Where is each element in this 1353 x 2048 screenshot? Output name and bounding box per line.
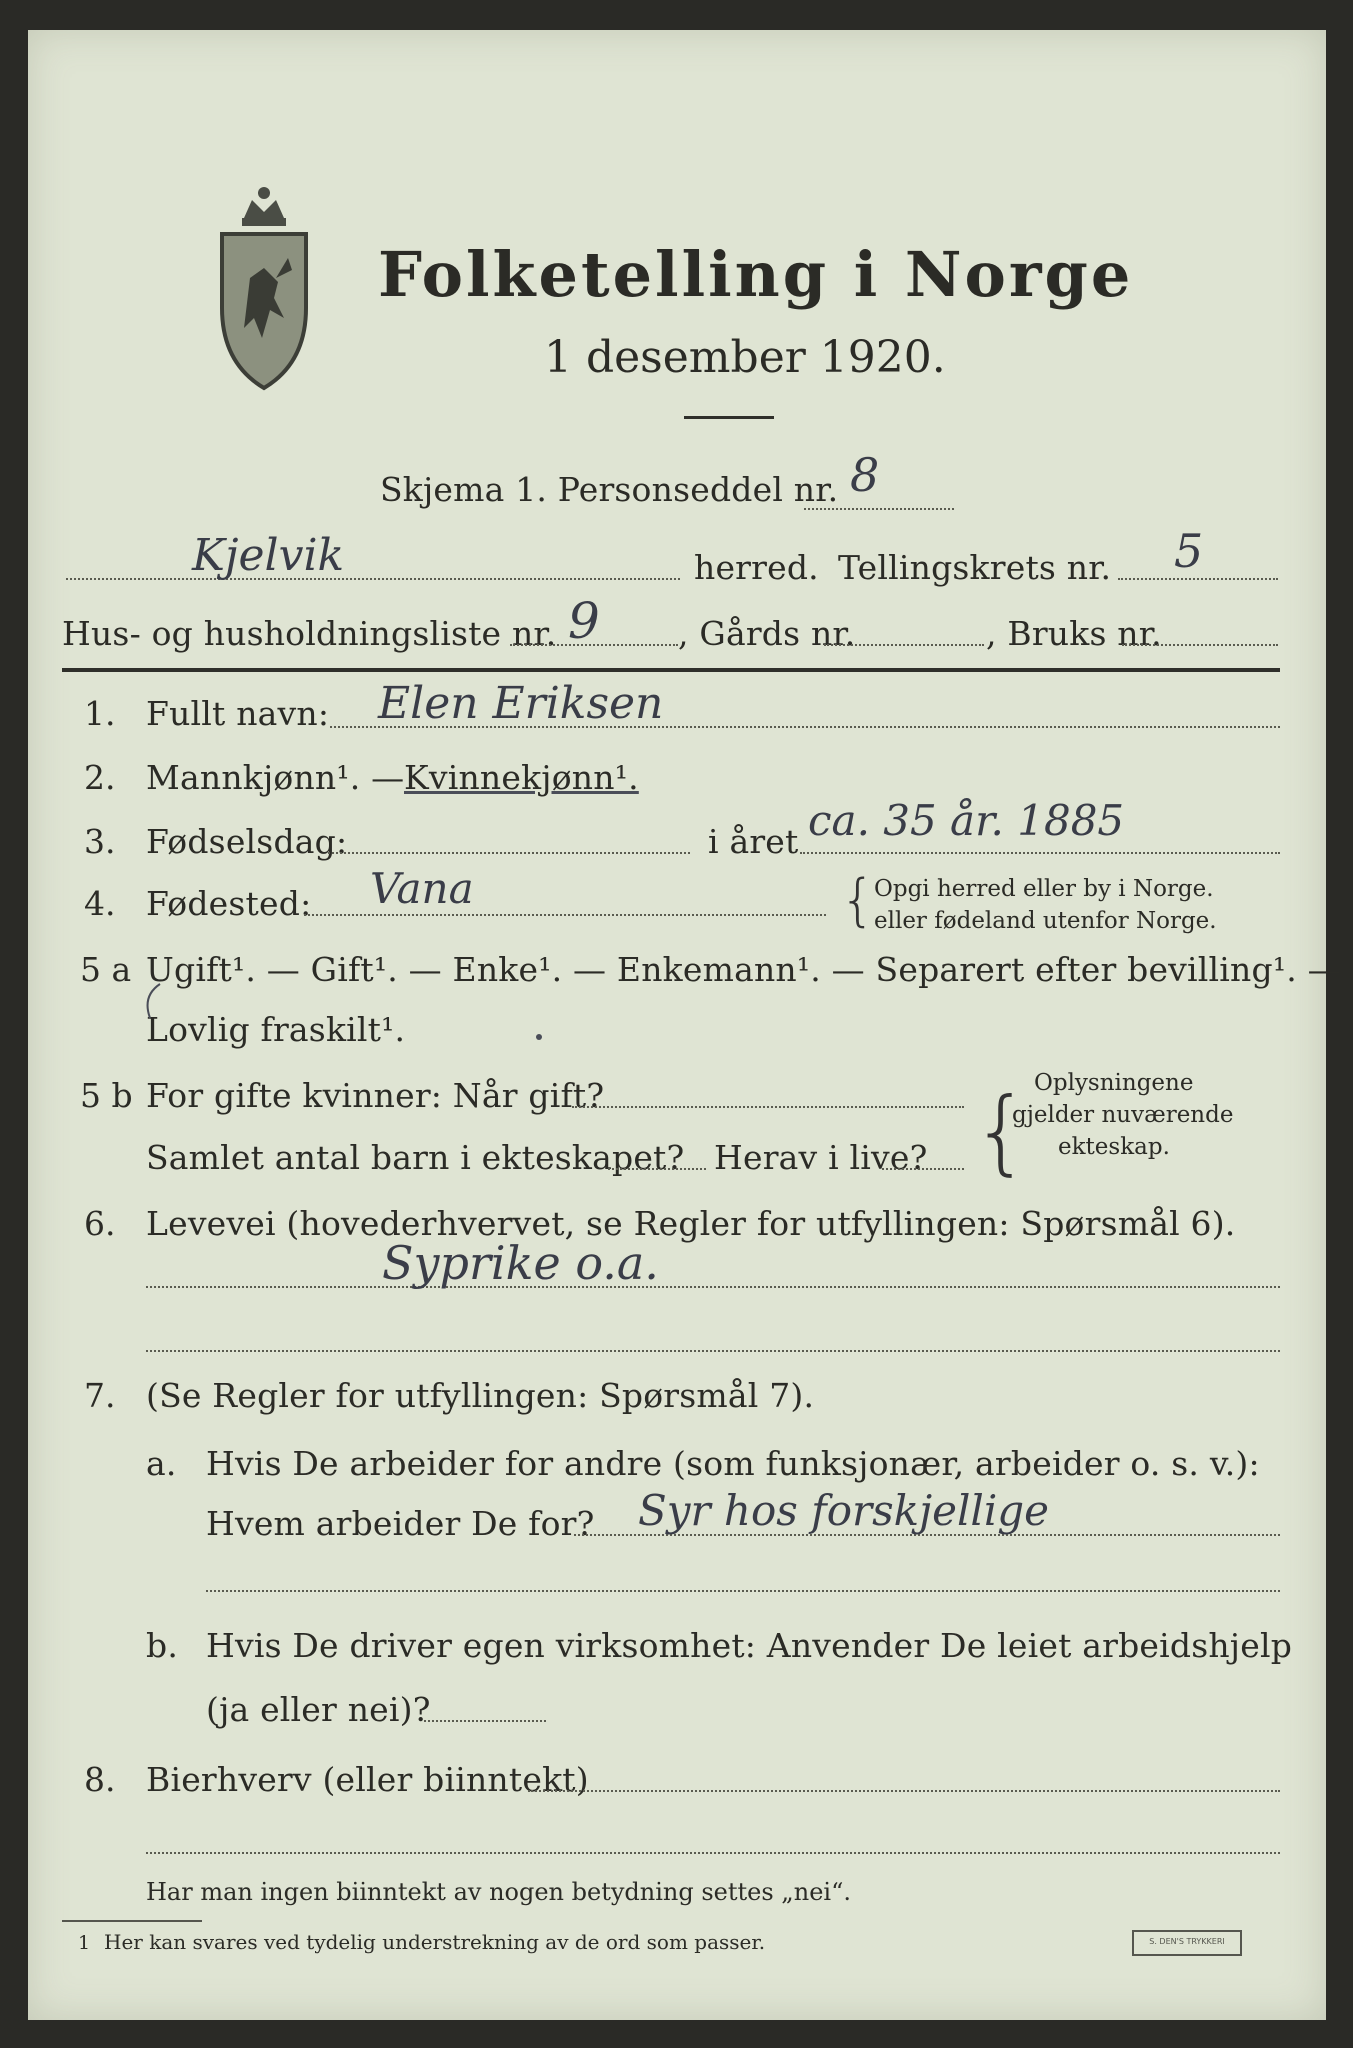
ink-dot xyxy=(536,1034,542,1040)
q8-field-line-2 xyxy=(146,1852,1280,1854)
q4-note-line-2: eller fødeland utenfor Norge. xyxy=(874,908,1217,934)
q5b-children-label: Samlet antal barn i ekteskapet? xyxy=(146,1138,685,1177)
q2-number: 2. xyxy=(84,758,116,797)
gards-field-line xyxy=(824,644,984,646)
q6-field-line-1 xyxy=(146,1286,1280,1288)
q7-label: (Se Regler for utfyllingen: Spørsmål 7). xyxy=(146,1376,815,1415)
ugift-mark xyxy=(136,982,166,1022)
q3-year-field-line xyxy=(800,852,1280,854)
bruks-label: , Bruks nr. xyxy=(986,614,1162,653)
herred-value[interactable]: Kjelvik xyxy=(192,530,345,581)
q1-label: Fullt navn: xyxy=(146,694,330,733)
footnote-divider xyxy=(62,1920,202,1922)
footnote-text: Her kan svares ved tydelig understrekning av de ord som passer. xyxy=(104,1930,766,1954)
occupation-value[interactable]: Syprike o.a. xyxy=(382,1236,659,1290)
q3-year-label: i året xyxy=(708,822,799,861)
q7-number: 7. xyxy=(84,1376,116,1415)
census-date: 1 desember 1920. xyxy=(544,332,946,383)
q8-number: 8. xyxy=(84,1760,116,1799)
q5b-alive-field-line xyxy=(882,1168,964,1170)
gards-label: , Gårds nr. xyxy=(678,614,856,653)
bruks-field-line xyxy=(1122,644,1278,646)
q3-label: Fødselsdag: xyxy=(146,822,348,861)
q6-field-line-2 xyxy=(146,1350,1280,1352)
q2-mannkjonn: Mannkjønn¹. — xyxy=(146,758,405,797)
q5b-note-line-1: Oplysningene xyxy=(1034,1070,1194,1096)
q5b-when-field-line xyxy=(572,1106,964,1108)
q1-number: 1. xyxy=(84,694,116,733)
q4-label: Fødested: xyxy=(146,884,312,923)
employer-value[interactable]: Syr hos forskjellige xyxy=(638,1486,1049,1535)
q5b-note-line-3: ekteskap. xyxy=(1058,1134,1170,1160)
q7b-question: (ja eller nei)? xyxy=(206,1690,431,1729)
printer-stamp-text: S. DEN'S TRYKKERI xyxy=(1149,1937,1225,1946)
tellingskrets-label: Tellingskrets nr. xyxy=(838,548,1112,587)
q7b-line: Hvis De driver egen virksomhet: Anvender De leiet arbeidshjelp xyxy=(206,1626,1293,1665)
skjema-value[interactable]: 8 xyxy=(850,448,880,502)
q5b-number: 5 b xyxy=(80,1076,133,1115)
q5a-line-1: Ugift¹. — Gift¹. — Enke¹. — Enkemann¹. — Separert efter bevilling¹. — xyxy=(146,950,1341,989)
skjema-label: Skjema 1. Personseddel nr. xyxy=(380,470,839,509)
q5b-alive-label: Herav i live? xyxy=(714,1138,928,1177)
q4-note-brace: { xyxy=(840,868,876,933)
tellingskrets-field-line xyxy=(1118,578,1278,580)
q8-label: Bierhverv (eller biinntekt) xyxy=(146,1760,589,1799)
q7a-letter: a. xyxy=(146,1444,177,1483)
q7a-field-line-2 xyxy=(206,1590,1280,1592)
hus-label: Hus- og husholdningsliste nr. xyxy=(62,614,557,653)
q7b-letter: b. xyxy=(146,1626,179,1665)
footnote-number: 1 xyxy=(78,1932,91,1954)
coat-of-arms-icon xyxy=(214,178,314,398)
q4-note-line-1: Opgi herred eller by i Norge. xyxy=(874,876,1214,902)
tellingskrets-value[interactable]: 5 xyxy=(1174,524,1204,578)
footer-note: Har man ingen biinntekt av nogen betydning settes „nei“. xyxy=(146,1878,851,1906)
q7b-field-line xyxy=(424,1720,546,1722)
q7a-line: Hvis De arbeider for andre (som funksjonær, arbeider o. s. v.): xyxy=(206,1444,1260,1483)
q4-number: 4. xyxy=(84,884,116,923)
q5b-children-field-line xyxy=(608,1168,706,1170)
q3-field-line xyxy=(328,852,690,854)
q5a-number: 5 a xyxy=(80,950,132,989)
birthplace-value[interactable]: Vana xyxy=(370,864,474,913)
printer-stamp xyxy=(1132,1930,1242,1956)
q6-label: Levevei (hovederhvervet, se Regler for utfyllingen: Spørsmål 6). xyxy=(146,1204,1236,1243)
q5b-note-line-2: gjelder nuværende xyxy=(1012,1102,1234,1128)
skjema-field-line xyxy=(804,508,954,510)
section-divider xyxy=(62,668,1280,672)
form-title: Folketelling i Norge xyxy=(378,238,1134,311)
full-name-value[interactable]: Elen Eriksen xyxy=(378,678,664,729)
q8-field-line-1 xyxy=(528,1790,1280,1792)
q5a-line-2: Lovlig fraskilt¹. xyxy=(146,1010,406,1049)
census-form-sheet xyxy=(28,30,1341,2020)
birth-year-value[interactable]: ca. 35 år. 1885 xyxy=(808,796,1125,845)
q2-kvinnekjonn[interactable]: Kvinnekjønn¹. xyxy=(404,758,639,797)
q4-field-line xyxy=(304,914,826,916)
q5b-line-1: For gifte kvinner: Når gift? xyxy=(146,1076,605,1115)
herred-field-line xyxy=(66,578,680,580)
header-divider xyxy=(684,416,774,419)
q5b-note-brace: { xyxy=(972,1078,1031,1185)
herred-label: herred. xyxy=(694,548,819,587)
q7a-question: Hvem arbeider De for? xyxy=(206,1504,595,1543)
q3-number: 3. xyxy=(84,822,116,861)
q6-number: 6. xyxy=(84,1204,116,1243)
hus-value[interactable]: 9 xyxy=(568,592,600,650)
